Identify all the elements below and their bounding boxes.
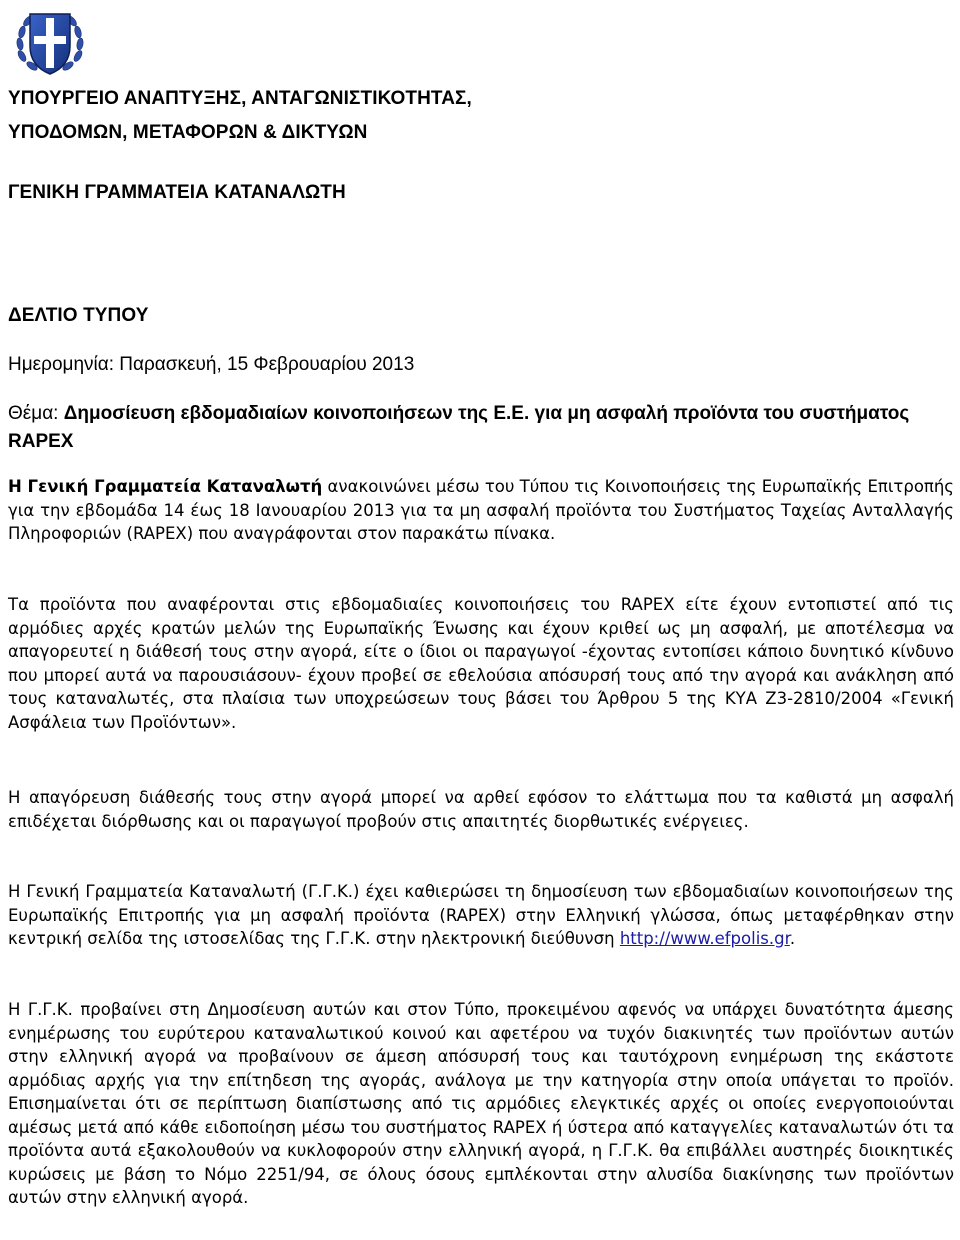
paragraph-intro-text: ανακοινώνει μέσω του Τύπου τις Κοινοποιήσεις της Ευρωπαϊκής Επιτροπής για την εβδομάδα 14 έως 18 Ιανουαρίου 2013 για τα μη ασφαλή προϊόντα του Συστήματος Ταχείας Ανταλλαγής Πληροφοριών (RAPEX) που αναγράφονται στον παρακάτω πίνακα. [8, 477, 954, 543]
paragraph-publication-text: Η Γενική Γραμματεία Καταναλωτή (Γ.Γ.Κ.) έχει καθιερώσει τη δημοσίευση των εβδομαδιαίων κοινοποιήσεων της Ευρωπαϊκής Επιτροπής για μη ασφαλή προϊόντα (RAPEX) στην Ελληνική γλώσσα, όπως μεταφέρθηκαν στην κεντρική σελίδα της ιστοσελίδας της Γ.Γ.Κ. στην ηλεκτρονική διεύθυνση [8, 882, 954, 948]
subject-title: Δημοσίευση εβδομαδιαίων κοινοποιήσεων της Ε.Ε. για μη ασφαλή προϊόντα του συστήματος RAPEX [8, 403, 910, 452]
paragraph-intro-bold: Η Γενική Γραμματεία Καταναλωτή [8, 477, 323, 496]
ministry-name-line1: ΥΠΟΥΡΓΕΙΟ ΑΝΑΠΤΥΞΗΣ, ΑΝΤΑΓΩΝΙΣΤΙΚΟΤΗΤΑΣ, [8, 88, 472, 109]
release-date: Ημερομηνία: Παρασκευή, 15 Φεβρουαρίου 2013 [8, 354, 415, 375]
paragraph-ban-lift: Η απαγόρευση διάθεσής τους στην αγορά μπορεί να αρθεί εφόσον το ελάττωμα που τα καθιστά μη ασφαλή επιδέχεται διόρθωσης και οι παραγωγοί προβούν στις απαιτητές διορθωτικές ενέργειες. [8, 788, 954, 831]
greek-coat-of-arms-icon [14, 4, 86, 80]
subject-label: Θέμα: [8, 403, 64, 424]
efpolis-website-link[interactable]: http://www.efpolis.gr [619, 929, 790, 948]
document-type-heading: ΔΕΛΤΙΟ ΤΥΠΟΥ [8, 305, 149, 326]
paragraph-publication-end: . [789, 929, 796, 948]
subject-line [8, 400, 956, 456]
secretariat-name: ΓΕΝΙΚΗ ΓΡΑΜΜΑΤΕΙΑ ΚΑΤΑΝΑΛΩΤΗ [8, 182, 346, 203]
paragraph-products: Τα προϊόντα που αναφέρονται στις εβδομαδιαίες κοινοποιήσεις του RAPEX είτε έχουν εντοπιστεί από τις αρμόδιες αρχές κρατών μελών της Ευρωπαϊκής Ένωσης και έχουν κριθεί ως μη ασφαλή, με αποτέλεσμα να απαγορευτεί η διάθεσή τους στην αγορά, είτε ο ίδιοι οι παραγωγοί -έχοντας εντοπίσει κάποιο δυνητικό κίνδυνο που μπορεί αυτά να παρουσιάσουν- έχουν προβεί σε εθελούσια απόσυρσή τους από την αγορά και ανάκληση από τους καταναλωτές, στα πλαίσια των υποχρεώσεων τους βάσει του Άρθρου 5 της ΚΥΑ Ζ3-2810/2004 «Γενική Ασφάλεια των Προϊόντων». [8, 595, 954, 732]
paragraph-enforcement: Η Γ.Γ.Κ. προβαίνει στη Δημοσίευση αυτών και στον Τύπο, προκειμένου αφενός να υπάρχει δυνατότητα άμεσης ενημέρωσης του ευρύτερου καταναλωτικού κοινού και αφετέρου να τυχόν διακινητές των προϊόντων αυτών στην ελληνική αγορά να προβαίνουν σε άμεση απόσυρσή τους και ταυτόχρονη ενημέρωση της εκάστοτε αρμόδιας αρχής για την επίτηδεση της αγοράς, ανάλογα με την κατηγορία στην οποία υπάγεται το προϊόν. Επισημαίνεται ότι σε περίπτωση διαπίστωσης από τις αρμόδιες ελεγκτικές αρχές οι οποίες ενεργοποιούνται αμέσως μετά από κάθε ειδοποίηση μέσω του συστήματος RAPEX ή ύστερα από καταγγελίες καταναλωτών ότι τα προϊόντα αυτά εξακολουθούν να κυκλοφορούν στην ελληνική αγορά, η Γ.Γ.Κ. θα επιβάλλει αυστηρές διοικητικές κυρώσεις με βάση το Νόμο 2251/94, σε όλους όσους εμπλέκονται στην αλυσίδα διακίνησης των προϊόντων αυτών στην ελληνική αγορά. [8, 1000, 954, 1207]
ministry-name-line2: ΥΠΟΔΟΜΩΝ, ΜΕΤΑΦΟΡΩΝ & ΔΙΚΤΥΩΝ [8, 122, 368, 143]
paragraph-publication [8, 880, 954, 951]
paragraph-intro [8, 475, 954, 546]
